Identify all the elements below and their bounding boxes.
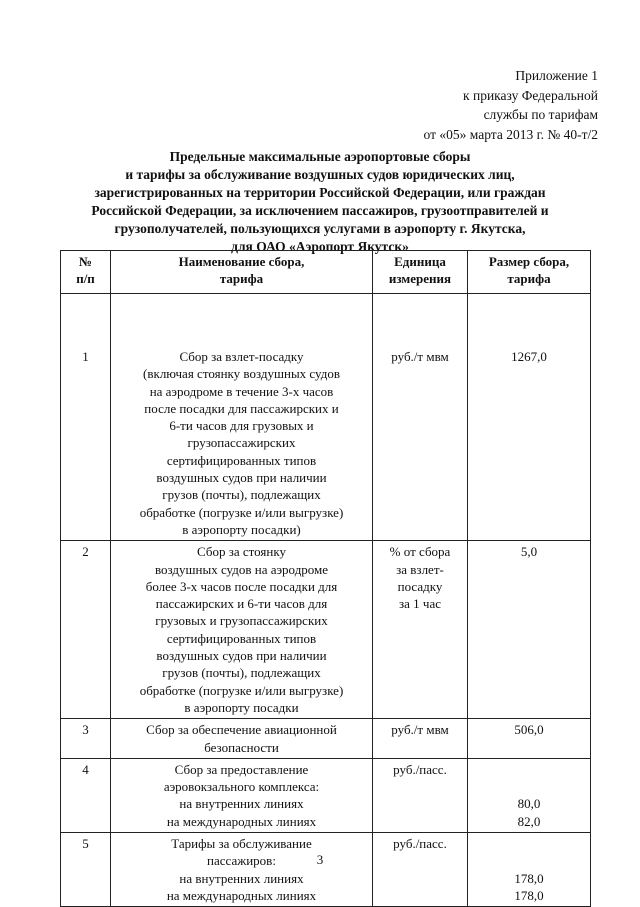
cell-value-line xyxy=(471,835,587,852)
cell-name-line: грузовых и грузопассажирских xyxy=(155,613,328,629)
cell-unit xyxy=(373,541,468,719)
appendix-line: Приложение 1 xyxy=(515,68,598,83)
cell-value-line xyxy=(471,761,587,778)
cell-unit-line: за взлет- xyxy=(396,561,444,577)
cell-name-line: Сбор за взлет-посадку xyxy=(179,349,304,364)
cell-name-line: грузов (почты), подлежащих xyxy=(162,665,321,681)
cell-name-line: более 3-х часов после посадки для xyxy=(145,578,338,594)
header-text: Единица xyxy=(394,254,446,269)
title-line: грузополучателей, пользующихся услугами в аэропорту г. Якутска, xyxy=(114,221,526,236)
cell-value xyxy=(468,719,591,759)
cell-unit-line: руб./т мвм xyxy=(391,722,449,738)
cell-unit xyxy=(373,294,468,541)
cell-num: 2 xyxy=(61,541,111,719)
table-row xyxy=(61,719,591,759)
cell-name-line: аэровокзального комплекса: xyxy=(163,779,320,795)
cell-name xyxy=(111,719,373,759)
cell-name-line: обработке (погрузке и/или выгрузке) xyxy=(139,504,344,520)
cell-name xyxy=(111,541,373,719)
cell-num: 3 xyxy=(61,719,111,759)
cell-name-line: в аэропорту посадки) xyxy=(182,521,301,537)
cell-value-line: 5,0 xyxy=(520,544,538,560)
header-text: Размер сбора, xyxy=(488,254,570,269)
cell-name-line: грузов (почты), подлежащих xyxy=(162,487,321,503)
table-row xyxy=(61,541,591,719)
cell-name-line: воздушных судов при наличии xyxy=(156,470,327,486)
cell-name-line: грузопассажирских xyxy=(187,435,296,451)
table-header-row xyxy=(61,251,591,294)
cell-name-line: Сбор за обеспечение авиационной xyxy=(146,722,337,738)
cell-name-line: на внутренних линиях xyxy=(179,796,304,812)
title-line: для ОАО «Аэропорт Якутск» xyxy=(231,239,409,254)
cell-name-line: обработке (погрузке и/или выгрузке) xyxy=(139,682,344,698)
cell-name-line: сертифицированных типов xyxy=(166,452,317,468)
cell-name-line: на международных линиях xyxy=(166,887,317,903)
cell-name-line: на международных линиях xyxy=(166,813,317,829)
table-row xyxy=(61,294,591,541)
cell-value-line: 506,0 xyxy=(514,722,544,738)
cell-value xyxy=(468,758,591,832)
cell-value xyxy=(468,833,591,907)
header-text: Наименование сбора, xyxy=(178,254,305,269)
cell-name-line: на внутренних линиях xyxy=(179,870,304,886)
title-line: и тарифы за обслуживание воздушных судов юридических лиц, xyxy=(125,167,515,182)
cell-value-line: 82,0 xyxy=(517,813,541,829)
title-line: Российской Федерации, за исключением пассажиров, грузоотправителей и xyxy=(91,203,549,218)
cell-unit xyxy=(373,833,468,907)
cell-unit xyxy=(373,719,468,759)
cell-name-line: Сбор за стоянку xyxy=(197,544,286,560)
table-row xyxy=(61,758,591,832)
header-text: № xyxy=(78,254,93,269)
table-row xyxy=(61,833,591,907)
header-text: тарифа xyxy=(507,271,551,287)
cell-name-line: после посадки для пассажирских и xyxy=(144,400,339,416)
cell-value xyxy=(468,294,591,541)
cell-unit-line: руб./пасс. xyxy=(393,836,447,852)
cell-value xyxy=(468,541,591,719)
cell-value-line: 178,0 xyxy=(514,887,544,903)
header-num xyxy=(61,251,111,294)
cell-num: 4 xyxy=(61,758,111,832)
cell-unit-line: руб./т мвм xyxy=(391,349,449,364)
appendix-line: службы по тарифам xyxy=(483,107,598,122)
cell-value-line: 1267,0 xyxy=(511,349,547,364)
tariff-table xyxy=(60,250,591,907)
cell-name xyxy=(111,294,373,541)
cell-unit-line: % от сбора xyxy=(389,544,451,560)
header-text: тарифа xyxy=(219,271,264,287)
cell-name-line: безопасности xyxy=(204,739,279,755)
document-title xyxy=(40,148,600,256)
header-value xyxy=(468,251,591,294)
cell-name-line: пассажиров: xyxy=(207,853,276,869)
header-text: измерения xyxy=(388,271,452,287)
cell-name-line: воздушных судов на аэродроме xyxy=(154,561,329,577)
cell-name xyxy=(111,833,373,907)
cell-name-line: в аэропорту посадки xyxy=(184,699,299,715)
page-number: 3 xyxy=(316,852,324,867)
cell-unit-line: за 1 час xyxy=(399,596,441,612)
header-name xyxy=(111,251,373,294)
cell-name-line: Тарифы за обслуживание xyxy=(171,836,312,852)
cell-name-line: пассажирских и 6-ти часов для xyxy=(155,596,328,612)
cell-unit xyxy=(373,758,468,832)
cell-name-line: 6-ти часов для грузовых и xyxy=(169,418,314,434)
cell-unit-line: посадку xyxy=(397,578,443,594)
header-text: п/п xyxy=(76,271,95,287)
title-line: Предельные максимальные аэропортовые сборы xyxy=(169,149,471,164)
appendix-header xyxy=(424,66,598,144)
appendix-line: к приказу Федеральной xyxy=(463,87,598,103)
cell-name-line: (включая стоянку воздушных судов xyxy=(143,366,340,382)
cell-name xyxy=(111,758,373,832)
header-unit xyxy=(373,251,468,294)
cell-num: 5 xyxy=(61,833,111,907)
cell-num: 1 xyxy=(61,294,111,541)
appendix-line: от «05» марта 2013 г. № 40-т/2 xyxy=(423,126,598,142)
cell-value-line xyxy=(471,778,587,795)
cell-name-line: на аэродроме в течение 3-х часов xyxy=(149,383,334,399)
cell-name-line: сертифицированных типов xyxy=(166,630,317,646)
cell-value-line: 178,0 xyxy=(514,870,544,886)
cell-value-line: 80,0 xyxy=(517,796,541,812)
cell-unit-line: руб./пасс. xyxy=(393,761,447,777)
title-line: зарегистрированных на территории Российской Федерации, или граждан xyxy=(94,185,546,200)
cell-name-line: Сбор за предоставление xyxy=(174,761,309,777)
cell-name-line: воздушных судов при наличии xyxy=(156,648,327,664)
